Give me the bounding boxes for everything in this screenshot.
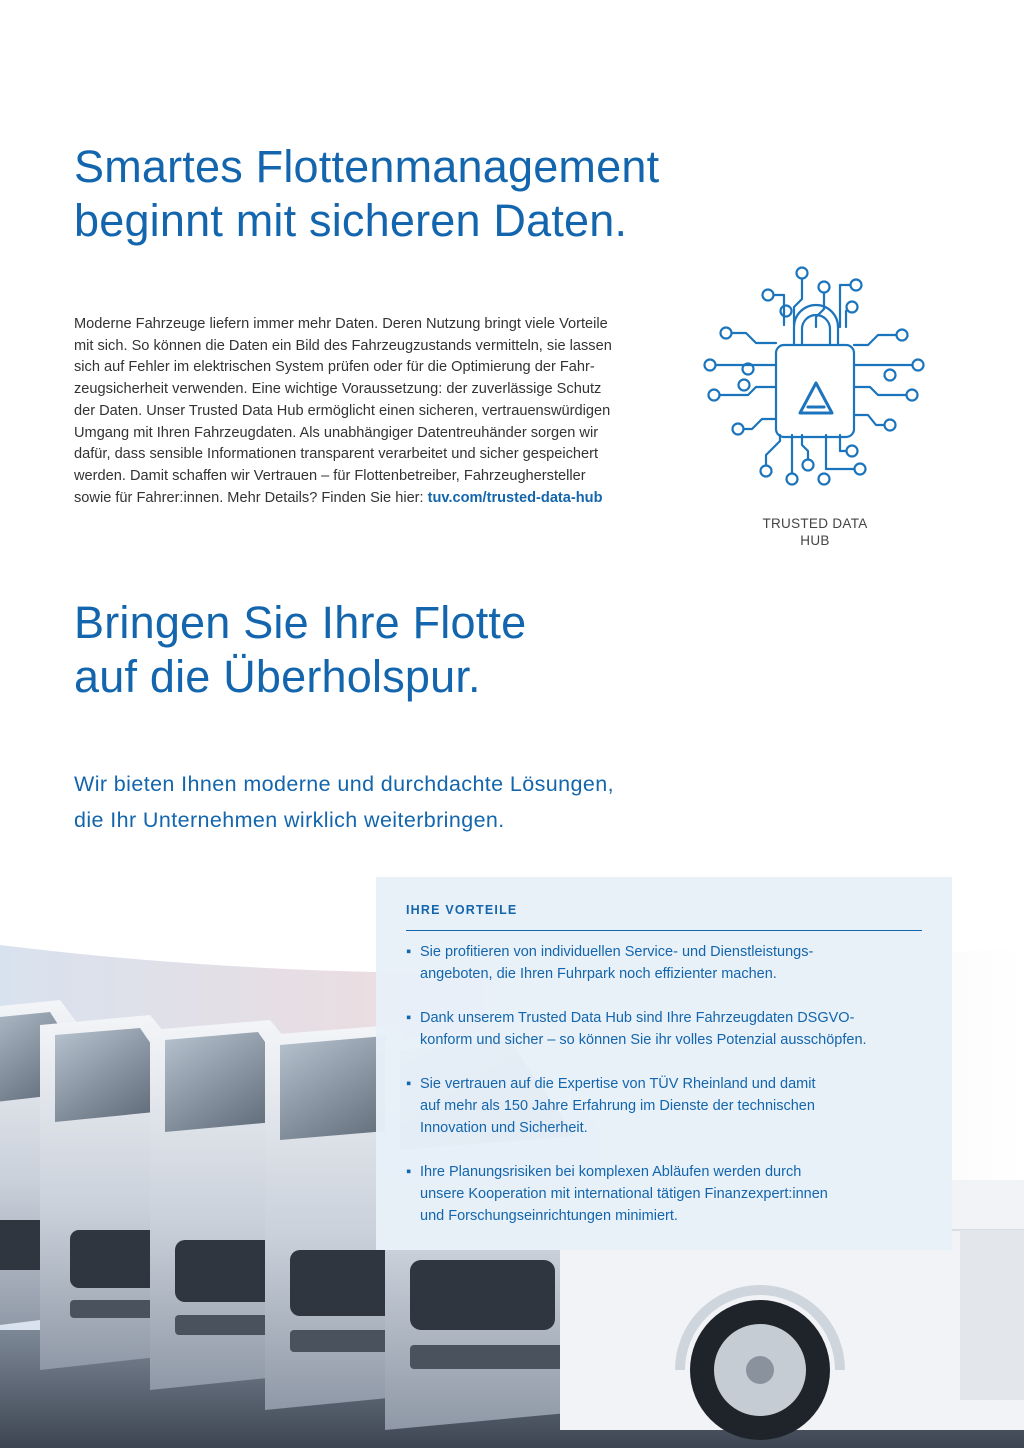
- intro-line: Moderne Fahrzeuge liefern immer mehr Daten. Deren Nutzung bringt viele Vorteile: [74, 316, 608, 332]
- bullet-icon: ▪: [406, 1164, 412, 1180]
- lead-text: [74, 766, 614, 838]
- item-line: Dank unserem Trusted Data Hub sind Ihre Fahrzeugdaten DSGVO-: [420, 1010, 855, 1026]
- intro-line: mit sich. So können die Daten ein Bild des Fahrzeugzustands vermitteln, sie lassen: [74, 337, 612, 354]
- list-item: [406, 1073, 922, 1139]
- item-line: unsere Kooperation mit international tätigen Finanzexpert:innen: [420, 1186, 828, 1202]
- intro-line: werden. Damit schaffen wir Vertrauen – für Flottenbetreiber, Fahrzeughersteller: [74, 467, 586, 484]
- item-line: Innovation und Sicherheit.: [420, 1120, 588, 1136]
- item-line: Ihre Planungsrisiken bei komplexen Abläufen werden durch: [420, 1164, 802, 1180]
- title-line-1: Smartes Flottenmanagement: [74, 141, 660, 192]
- list-item: [406, 941, 922, 985]
- intro-paragraph: [74, 314, 674, 509]
- benefits-title: IHRE VORTEILE: [406, 903, 518, 917]
- lead-line-1: Wir bieten Ihnen moderne und durchdachte Lösungen,: [74, 772, 614, 796]
- intro-line: zeugsicherheit verwenden. Eine wichtige Voraussetzung: der zuverlässige Schutz: [74, 381, 602, 398]
- item-line: konform und sicher – so können Sie ihr volles Potenzial ausschöpfen.: [420, 1032, 867, 1048]
- intro-line: sich auf Fehler im elektrischen System prüfen oder für die Optimierung der Fahr-: [74, 359, 595, 376]
- item-line: angeboten, die Ihren Fuhrpark noch effizienter machen.: [420, 966, 777, 982]
- trusted-data-hub-label: [740, 515, 890, 549]
- benefits-box: [376, 877, 952, 1250]
- padlock-circuit-icon: [700, 265, 932, 505]
- item-line: auf mehr als 150 Jahre Erfahrung im Dienste der technischen: [420, 1098, 815, 1114]
- title-line-2: beginnt mit sicheren Daten.: [74, 195, 628, 246]
- benefits-list: [406, 941, 922, 1227]
- hub-label-line-1: TRUSTED DATA: [762, 516, 868, 531]
- benefits-divider: [406, 930, 922, 931]
- lead-line-2: die Ihr Unternehmen wirklich weiterbringen.: [74, 808, 505, 832]
- intro-line: dafür, dass sensible Informationen transparent verarbeitet und sicher gespeichert: [74, 446, 599, 463]
- bullet-icon: ▪: [406, 1010, 412, 1026]
- section-title: [74, 596, 526, 704]
- hub-label-line-2: HUB: [800, 533, 830, 548]
- section-title-line-2: auf die Überholspur.: [74, 651, 481, 702]
- intro-line-last: [74, 488, 674, 510]
- item-line: Sie profitieren von individuellen Service- und Dienstleistungs-: [420, 944, 814, 960]
- bullet-icon: ▪: [406, 1076, 412, 1092]
- list-item: [406, 1161, 922, 1227]
- intro-line: der Daten. Unser Trusted Data Hub ermöglicht einen sicheren, vertrauenswürdigen: [74, 402, 611, 419]
- list-item: [406, 1007, 922, 1051]
- item-line: und Forschungseinrichtungen minimiert.: [420, 1208, 678, 1224]
- intro-last-text: sowie für Fahrer:innen. Mehr Details? Finden Sie hier:: [74, 489, 428, 506]
- trusted-data-hub-link[interactable]: tuv.com/trusted-data-hub: [427, 489, 603, 506]
- item-line: Sie vertrauen auf die Expertise von TÜV Rheinland und damit: [420, 1076, 816, 1092]
- page-title: [74, 140, 659, 248]
- section-title-line-1: Bringen Sie Ihre Flotte: [74, 597, 527, 648]
- intro-line: Umgang mit Ihren Fahrzeugdaten. Als unabhängiger Datentreuhänder sorgen wir: [74, 424, 599, 441]
- bullet-icon: ▪: [406, 944, 412, 960]
